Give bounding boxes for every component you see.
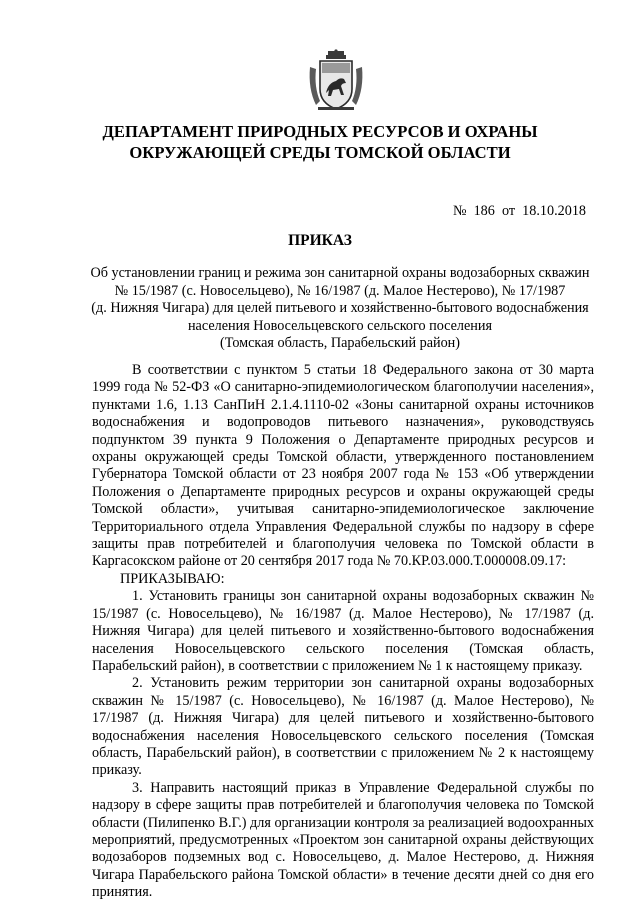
department-name-line-1: ДЕПАРТАМЕНТ ПРИРОДНЫХ РЕСУРСОВ И ОХРАНЫ [102, 122, 538, 141]
order-item-2: 2. Установить режим территории зон санитарной охраны водозаборных скважин № 15/1987 (с. Новосельцево), № 16/1987 (д. Малое Нестерово), № 17/1987 (д. Нижняя Чигара) для целей питьевого и хозяйственно-бытового водоснабжения населения Новосельцевского сельского поселения (Томская область, Парабельский район), в соответствии с приложением № 2 к настоящему приказу. [92, 675, 594, 779]
document-date: 18.10.2018 [522, 203, 586, 219]
department-name-line-2: ОКРУЖАЮЩЕЙ СРЕДЫ ТОМСКОЙ ОБЛАСТИ [129, 143, 511, 162]
subject-line-1: Об установлении границ и режима зон санитарной охраны водозаборных скважин [90, 265, 590, 281]
subject-line-5: (Томская область, Парабельский район) [220, 335, 460, 352]
subject-line-3: (д. Нижняя Чигара) для целей питьевого и хозяйственно-бытового водоснабжения [91, 300, 589, 317]
number-label: № [452, 203, 467, 219]
document-title: ПРИКАЗ [288, 232, 352, 249]
order-item-3: 3. Направить настоящий приказ в Управление Федеральной службы по надзору в сфере защиты прав потребителей и благополучия человека по Томской области (Пилипенко В.Г.) для организации контроля за реализацией водоохранных мероприятий, предусмотренных «Проектом зон санитарной охраны действующих водозаборов подземных вод с. Новосельцево, д. Малое Нестерово, д. Нижняя Чигара Парабельского района Томской области» в течение десяти дней со дня его принятия. [92, 779, 594, 901]
order-word: ПРИКАЗЫВАЮ: [120, 570, 225, 587]
subject-line-2: № 15/1987 (с. Новосельцево), № 16/1987 (д. Малое Нестерово), № 17/1987 [114, 282, 566, 299]
order-item-1: 1. Установить границы зон санитарной охраны водозаборных скважин № 15/1987 (с. Новосельцево), № 16/1987 (д. Малое Нестерово), № 17/1987 (д. Нижняя Чигара) для целей питьевого и хозяйственно-бытового водоснабжения населения Новосельцевского сельского поселения (Томская область, Парабельский район), в соответствии с приложением № 1 к настоящему приказу. [92, 588, 594, 674]
document-body [92, 362, 594, 902]
department-name [60, 121, 580, 163]
preamble-paragraph: В соответствии с пунктом 5 статьи 18 Федерального закона от 30 марта 1999 года № 52-ФЗ «О санитарно-эпидемиологическом благополучии населения», пунктами 1.6, 1.13 СанПиН 2.1.4.1110-02 «Зоны санитарной охраны источников водоснабжения и водопроводов питьевого назначения», руководствуясь подпунктом 39 пункта 9 Положения о Департаменте природных ресурсов и охраны окружающей среды Томской области, утвержденного постановлением Губернатора Томской области от 23 ноября 2007 года № 153 «Об утверждении Положения о Департаменте природных ресурсов и охраны окружающей среды Томской области», учитывая санитарно-эпидемиологическое заключение Территориального отдела Управления Федеральной службы по надзору в сфере защиты прав потребителей и благополучия человека по Томской области в Каргасокском районе от 20 сентября 2017 года № 70.КР.03.000.Т.000008.09.17: [92, 362, 594, 570]
tomsk-region-coat-of-arms-icon [306, 49, 366, 113]
document-subject [80, 265, 600, 353]
document-number-date [453, 203, 586, 220]
subject-line-4: населения Новосельцевского сельского поселения [187, 317, 493, 334]
date-label: от [501, 203, 516, 219]
document-number: 186 [473, 203, 495, 219]
